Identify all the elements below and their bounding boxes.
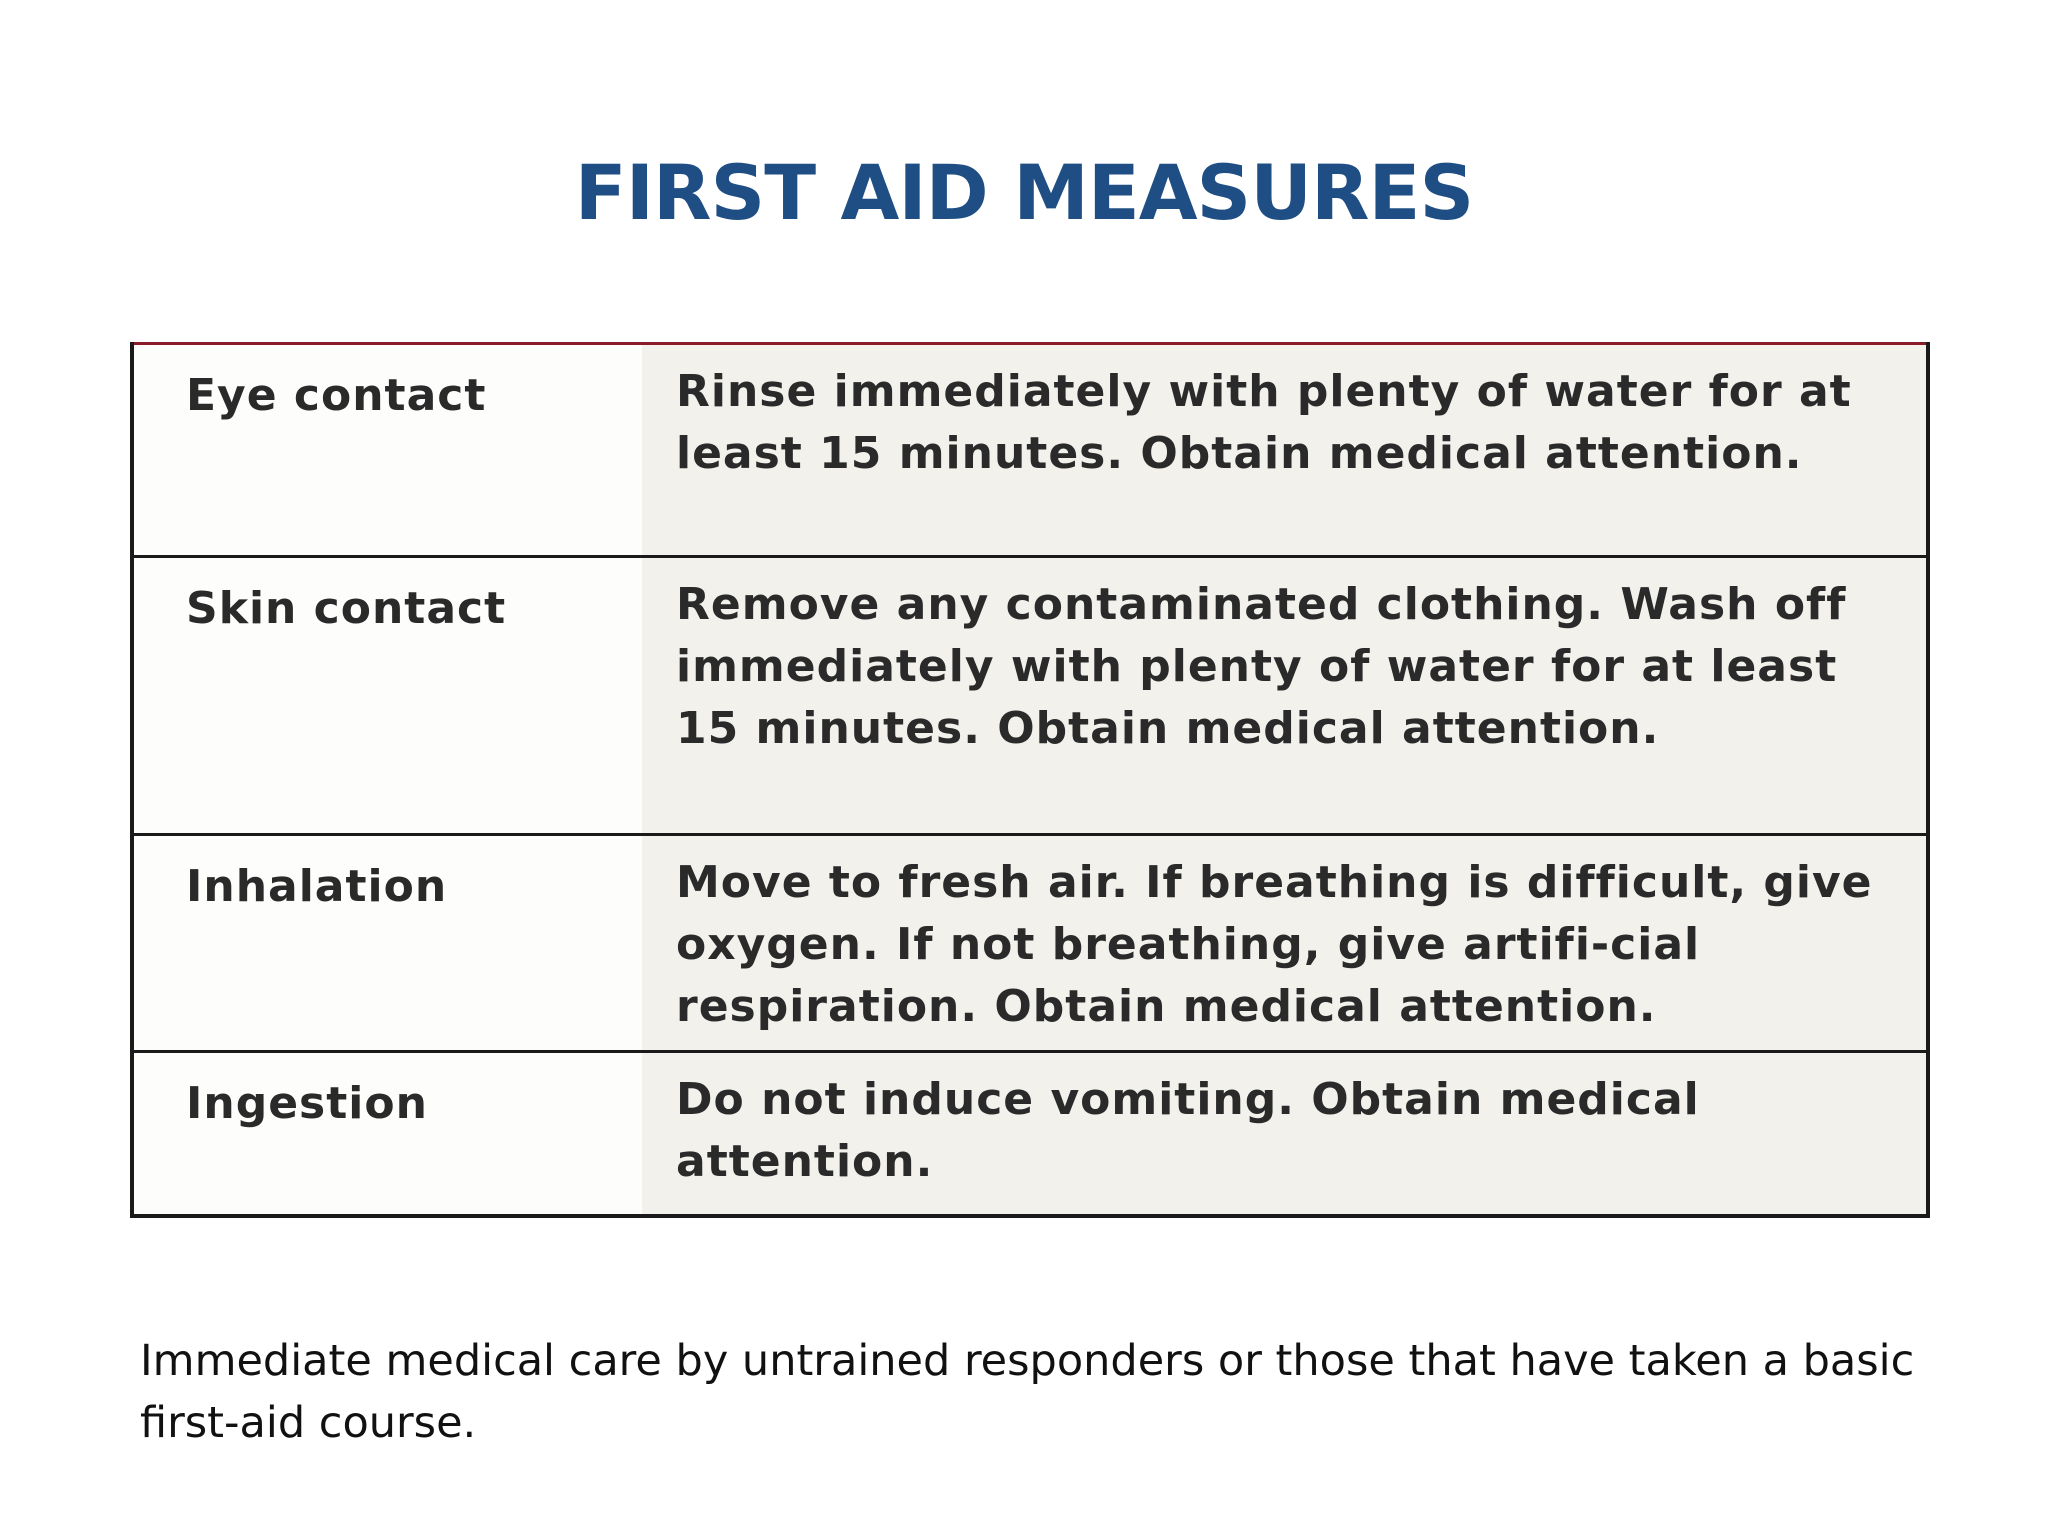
- exposure-cell-eye-contact: Eye contact: [132, 344, 642, 557]
- measure-cell-ingestion: Do not induce vomiting. Obtain medical attention.: [642, 1052, 1928, 1216]
- exposure-cell-ingestion: Ingestion: [132, 1052, 642, 1216]
- exposure-cell-inhalation: Inhalation: [132, 835, 642, 1052]
- exposure-cell-skin-contact: Skin contact: [132, 557, 642, 835]
- table-row: [132, 1052, 1928, 1216]
- measure-cell-eye-contact: Rinse immediately with plenty of water for at least 15 minutes. Obtain medical attention.: [642, 344, 1928, 557]
- table-row: [132, 557, 1928, 835]
- table-row: [132, 344, 1928, 557]
- slide-title: FIRST AID MEASURES: [574, 148, 1474, 237]
- slide-caption: Immediate medical care by untrained responders or those that have taken a basic first-aid course.: [140, 1336, 1915, 1448]
- table-row: [132, 835, 1928, 1052]
- first-aid-table: [130, 342, 1930, 1218]
- first-aid-table-container: [130, 342, 1930, 1210]
- measure-cell-skin-contact: Remove any contaminated clothing. Wash off immediately with plenty of water for at least 15 minutes. Obtain medical attention.: [642, 557, 1928, 835]
- measure-cell-inhalation: Move to fresh air. If breathing is difficult, give oxygen. If not breathing, give artifi-cial respiration. Obtain medical attention.: [642, 835, 1928, 1052]
